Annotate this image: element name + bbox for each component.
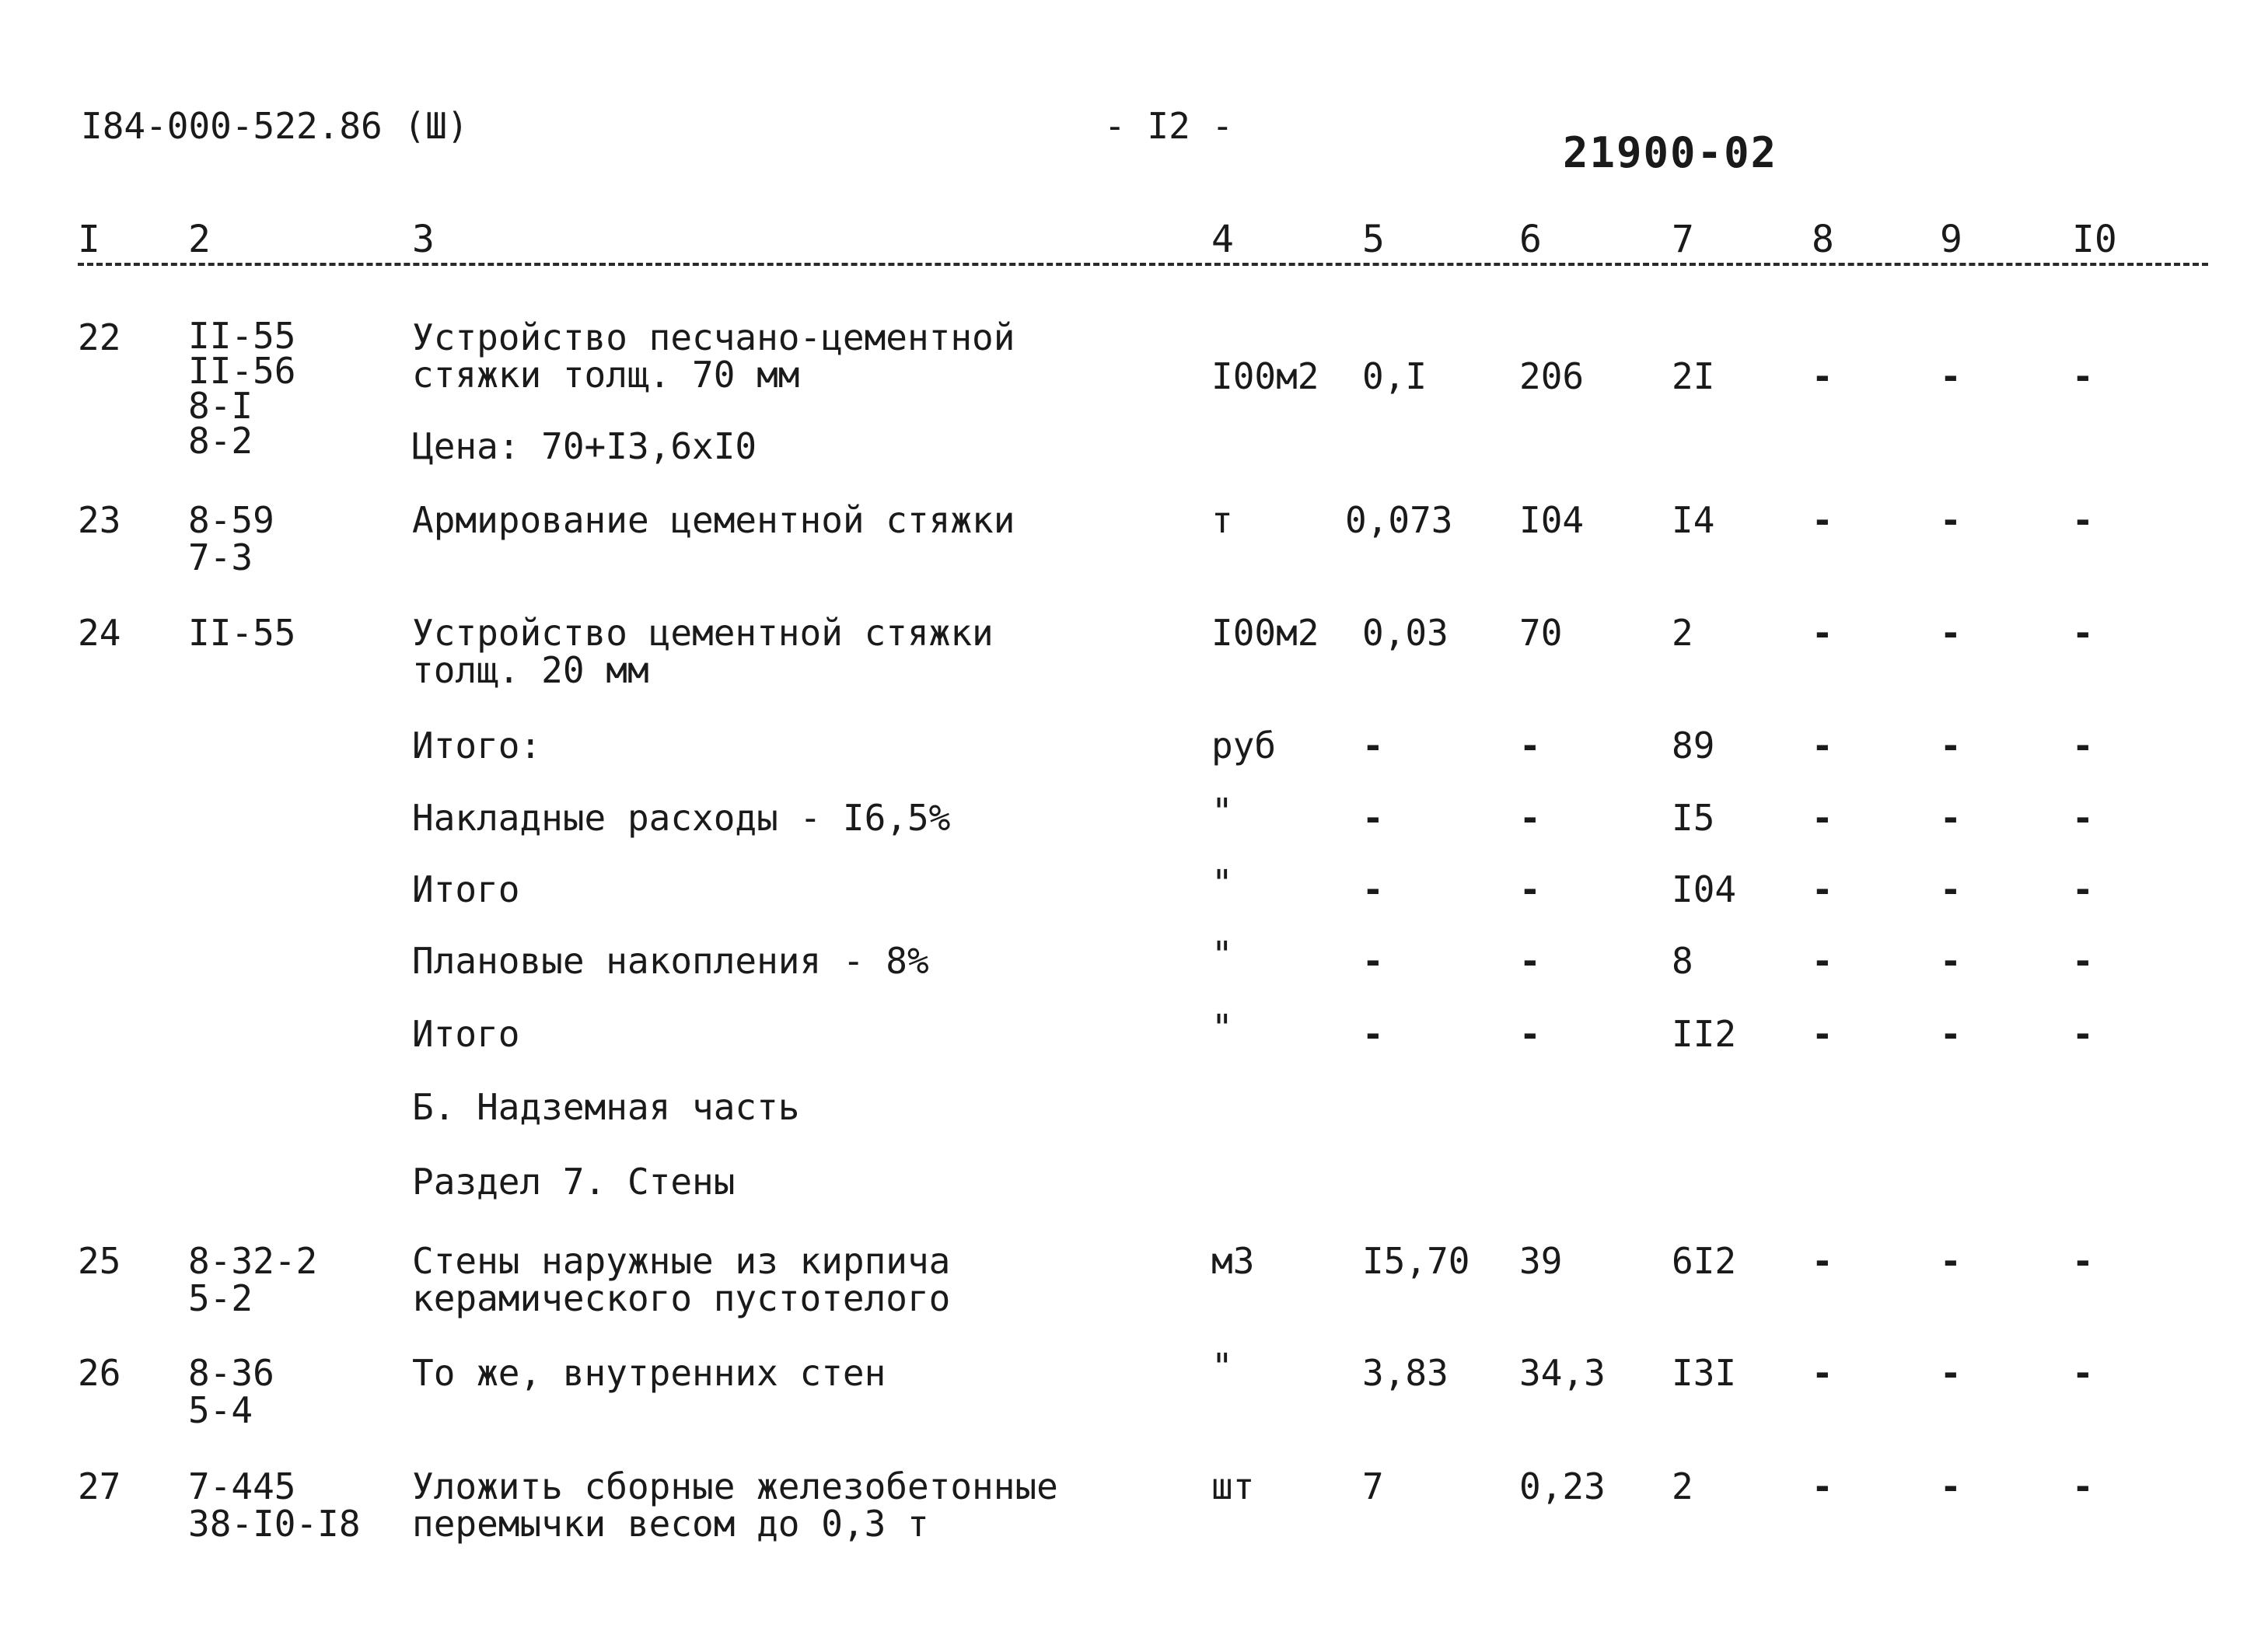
row-total: I04 [1672,868,1737,910]
row-col10: - [2072,940,2094,982]
row-codes: 8-36 5-4 [188,1352,274,1431]
row-quantity: 7 [1362,1465,1384,1507]
section-heading: Раздел 7. Стены [412,1161,736,1203]
row-unit-price: - [1519,725,1541,767]
planned-savings-label: Плановые накопления - 8% [412,940,929,982]
row-col10: - [2072,612,2094,654]
row-col8: - [1812,1013,1833,1055]
row-number: 27 [78,1465,121,1507]
row-col8: - [1812,355,1833,397]
row-unit: руб [1211,725,1277,767]
row-total: 8 [1672,940,1693,982]
row-number: 23 [78,499,121,541]
row-total: I3I [1672,1352,1737,1394]
row-unit-price: 0,23 [1519,1465,1606,1507]
column-header-4: 4 [1211,218,1234,261]
row-codes: 7-445 38-I0-I8 [188,1465,361,1545]
row-col8: - [1812,499,1833,541]
row-unit: " [1211,862,1233,904]
row-col8: - [1812,868,1833,910]
subtotal-label: Итого [412,1013,520,1055]
stamp-number: 21900-02 [1563,128,1778,177]
row-col10: - [2072,1240,2094,1282]
row-col9: - [1940,1352,1962,1394]
row-col8: - [1812,612,1833,654]
row-unit: " [1211,791,1233,833]
row-col10: - [2072,725,2094,767]
row-total: I5 [1672,797,1715,839]
subtotal-label: Итого: [412,725,542,767]
row-codes: II-55 [188,612,296,654]
subtotal-label: Итого [412,868,520,910]
row-col9: - [1940,612,1962,654]
row-total: I4 [1672,499,1715,541]
row-quantity: 0,I [1362,355,1428,397]
column-header-2: 2 [188,218,211,261]
row-codes: 8-32-2 5-2 [188,1240,318,1319]
row-col8: - [1812,940,1833,982]
row-col9: - [1940,868,1962,910]
row-unit-price: - [1519,1013,1541,1055]
row-col9: - [1940,1013,1962,1055]
section-heading: Б. Надземная часть [412,1086,800,1128]
row-quantity: - [1362,797,1384,839]
row-quantity: - [1362,940,1384,982]
row-quantity: - [1362,725,1384,767]
row-unit: I00м2 [1211,355,1319,397]
row-quantity: 3,83 [1362,1352,1449,1394]
page-number: - I2 - [1104,105,1234,147]
row-col10: - [2072,1013,2094,1055]
row-codes: II-55 II-56 8-I 8-2 [188,315,296,462]
row-col8: - [1812,797,1833,839]
column-header-3: 3 [412,218,435,261]
row-quantity: 0,073 [1345,499,1453,541]
row-price-note: Цена: 70+I3,6xI0 [412,425,757,467]
row-unit-price: 39 [1519,1240,1563,1282]
row-description: То же, внутренних стен [412,1352,886,1394]
row-total: 89 [1672,725,1715,767]
row-total: 2 [1672,1465,1693,1507]
row-col8: - [1812,1240,1833,1282]
row-col8: - [1812,1465,1833,1507]
row-number: 24 [78,612,121,654]
row-quantity: 0,03 [1362,612,1449,654]
row-total: 2 [1672,612,1693,654]
row-description: Стены наружные из кирпича керамического пустотелого [412,1240,951,1319]
row-col10: - [2072,1465,2094,1507]
row-col9: - [1940,940,1962,982]
row-description: Армирование цементной стяжки [412,499,1015,541]
row-col9: - [1940,1240,1962,1282]
row-number: 25 [78,1240,121,1282]
row-col10: - [2072,499,2094,541]
row-number: 22 [78,316,121,358]
row-col9: - [1940,355,1962,397]
column-header-7: 7 [1672,218,1694,261]
overhead-label: Накладные расходы - I6,5% [412,797,951,839]
document-code: I84-000-522.86 (Ш) [81,105,469,147]
row-col9: - [1940,725,1962,767]
row-col10: - [2072,355,2094,397]
row-unit: " [1211,1007,1233,1049]
row-col10: - [2072,1352,2094,1394]
row-description: Уложить сборные железобетонные перемычки весом до 0,3 т [412,1465,1058,1545]
row-number: 26 [78,1352,121,1394]
row-unit: " [1211,934,1233,976]
column-header-9: 9 [1940,218,1962,261]
header-rule [78,263,2208,266]
row-unit-price: - [1519,940,1541,982]
row-col10: - [2072,868,2094,910]
row-unit-price: 206 [1519,355,1585,397]
column-header-6: 6 [1519,218,1542,261]
row-unit-price: 34,3 [1519,1352,1606,1394]
row-codes: 8-59 7-3 [188,499,274,578]
row-quantity: - [1362,1013,1384,1055]
row-col9: - [1940,499,1962,541]
row-unit-price: 70 [1519,612,1563,654]
column-header-1: I [78,218,100,261]
row-col8: - [1812,725,1833,767]
row-unit-price: - [1519,868,1541,910]
row-unit: I00м2 [1211,612,1319,654]
row-col9: - [1940,1465,1962,1507]
row-total: 2I [1672,355,1715,397]
row-unit: " [1211,1346,1233,1388]
row-col8: - [1812,1352,1833,1394]
row-col10: - [2072,797,2094,839]
row-quantity: I5,70 [1362,1240,1470,1282]
row-quantity: - [1362,868,1384,910]
row-unit: м3 [1211,1240,1255,1282]
row-unit: т [1211,499,1233,541]
column-header-10: I0 [2072,218,2117,261]
row-total: 6I2 [1672,1240,1737,1282]
row-unit-price: - [1519,797,1541,839]
column-header-5: 5 [1362,218,1385,261]
row-total: II2 [1672,1013,1737,1055]
row-unit: шт [1211,1465,1255,1507]
row-description: Устройство песчано-цементной стяжки толщ. 70 мм [412,316,1015,396]
row-description: Устройство цементной стяжки толщ. 20 мм [412,612,994,691]
row-unit-price: I04 [1519,499,1585,541]
column-header-8: 8 [1812,218,1834,261]
row-col9: - [1940,797,1962,839]
